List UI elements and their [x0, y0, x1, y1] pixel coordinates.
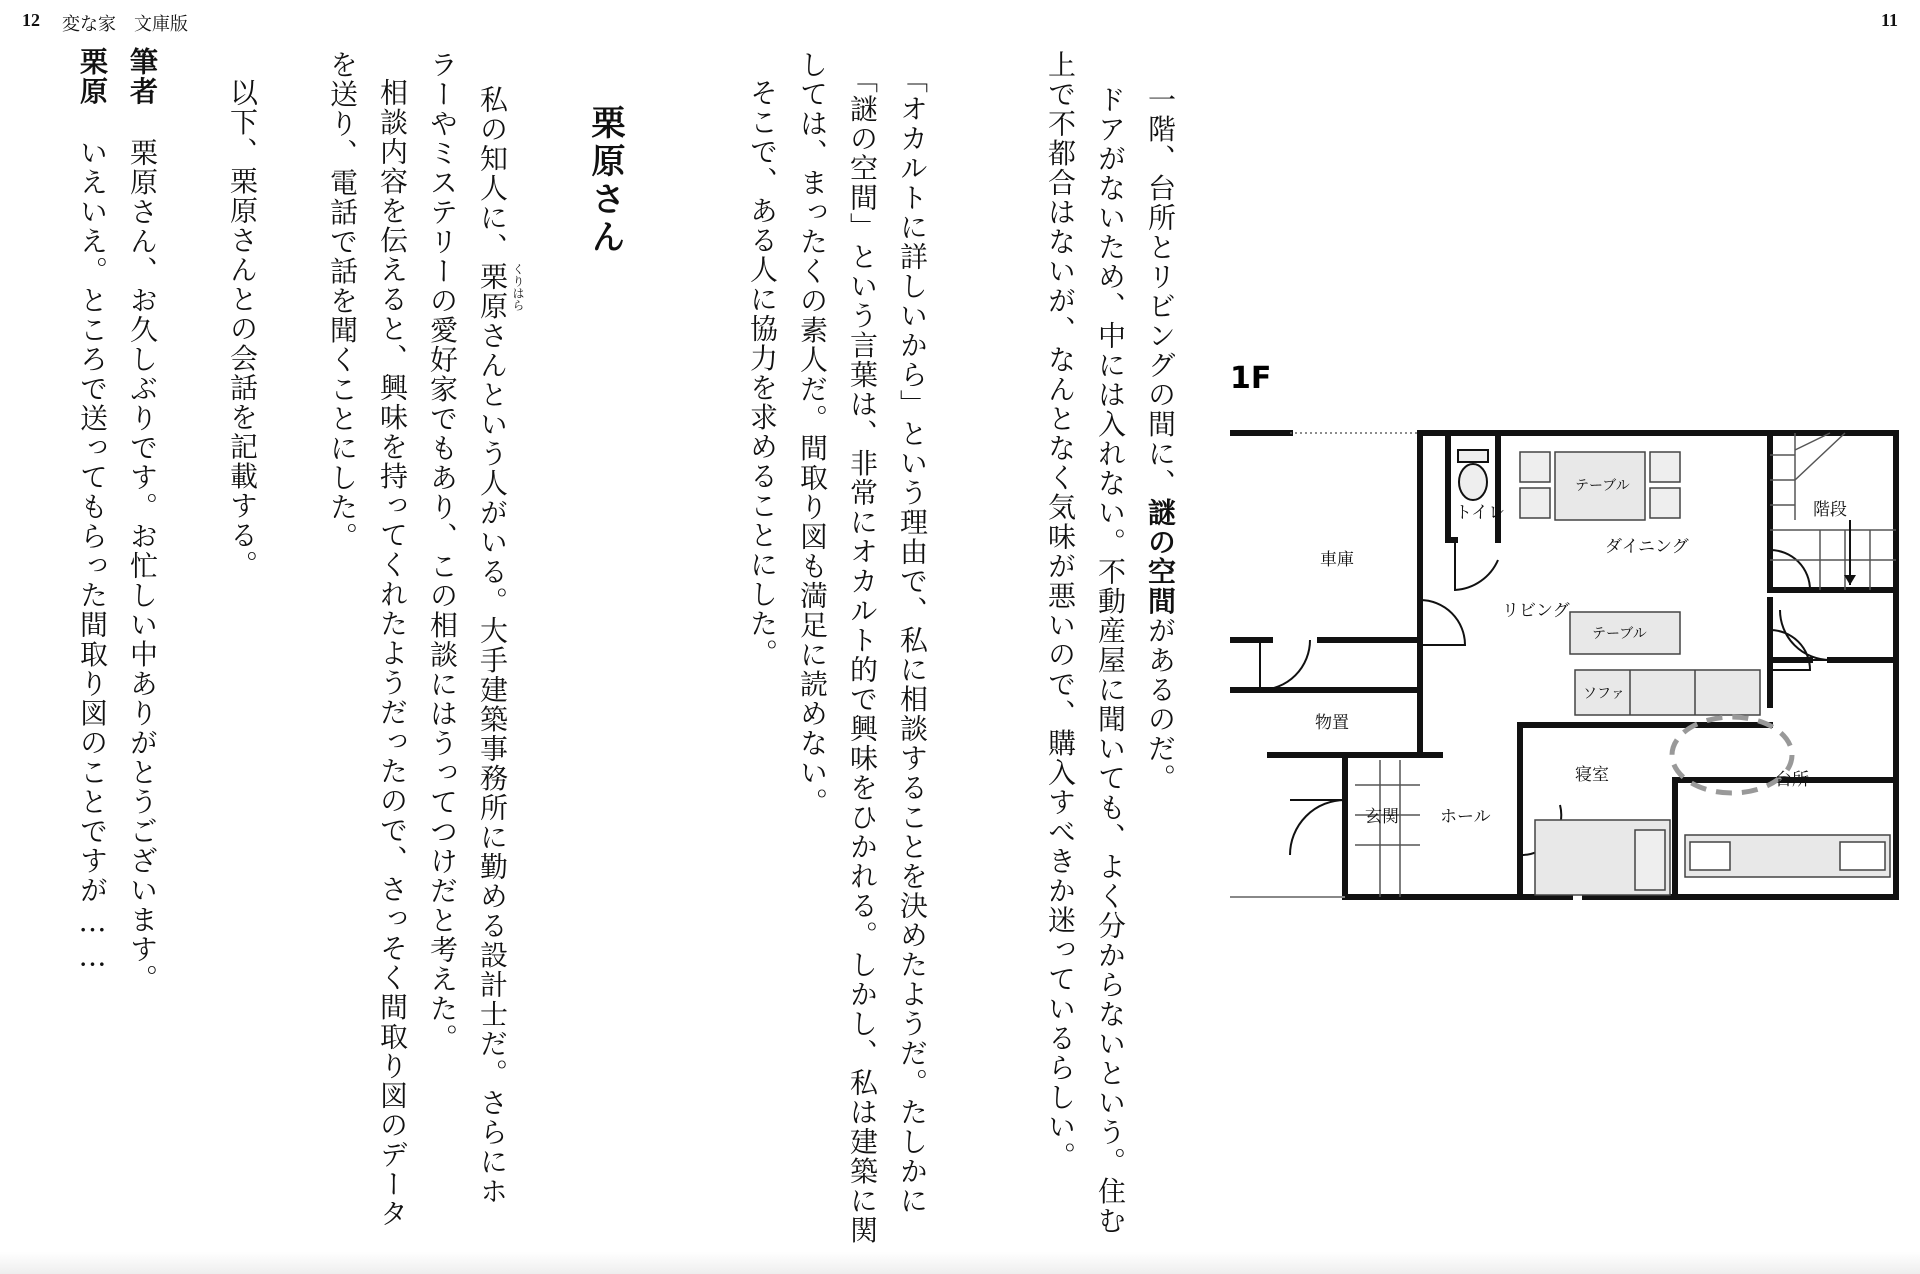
left-text-col-1: 私の知人に、栗原さんという人がいる。大手建築事務所に勤める設計士だ。さらにホ	[476, 85, 509, 1206]
left-page-number: 12	[22, 10, 40, 30]
section-heading: 栗原さん	[585, 105, 625, 257]
sofa-label: ソファ	[1583, 686, 1625, 702]
right-text-col-2: ドアがないため、中には入れない。不動産屋に聞いても、よく分からないという。住む	[1094, 85, 1127, 1236]
right-text-col-7: そこで、ある人に協力を求めることにした。	[746, 78, 779, 668]
room-hall-label: ホール	[1440, 807, 1491, 827]
right-text-col-5: 「謎の空間」という言葉は、非常にオカルト的で興味をひかれる。しかし、私は建築に関	[846, 65, 879, 1245]
floor-plan	[1230, 360, 1910, 920]
right-text-col-1: 一階、台所とリビングの間に、謎の空間があるのだ。	[1144, 85, 1177, 793]
dining-table-label: テーブル	[1575, 478, 1630, 494]
speaker-label-2: 栗原	[76, 47, 109, 106]
room-stairs-label: 階段	[1813, 500, 1847, 520]
living-table-label: テーブル	[1592, 626, 1647, 642]
speaker-label-1: 筆者	[126, 47, 159, 106]
room-kitchen-label: 台所	[1775, 770, 1809, 790]
ruby-kurihara: くりはら	[511, 263, 525, 311]
room-toilet-label: トイレ	[1455, 503, 1506, 523]
dialogue-line-2: いえいえ。ところで送ってもらった間取り図のことですが……	[76, 138, 109, 974]
left-text-col-4: を送り、電話で話を聞くことにした。	[326, 50, 359, 552]
right-text-col-3: 上で不都合はないが、なんとなく気味が悪いので、購入すべきか迷っているらしい。	[1044, 50, 1077, 1171]
floor-label: 1F	[1230, 361, 1272, 396]
emphasis-mystery-space: 謎の空間	[1144, 498, 1177, 616]
page-bottom-edge	[0, 1252, 1920, 1274]
left-text-col-3: 相談内容を伝えると、興味を持ってくれたようだったので、さっそく間取り図のデータ	[376, 78, 409, 1229]
left-text-col-5: 以下、栗原さんとの会話を記載する。	[226, 78, 259, 580]
dialogue-line-1: 栗原さん、お久しぶりです。お忙しい中ありがとうございます。	[126, 138, 159, 994]
right-page-number: 11	[1880, 10, 1898, 30]
book-title: 変な家 文庫版	[62, 14, 188, 35]
left-text-col-2: ラーやミステリーの愛好家でもあり、この相談にはうってつけだと考えた。	[426, 50, 459, 1053]
room-garage-label: 車庫	[1320, 550, 1354, 570]
room-entrance-label: 玄関	[1365, 807, 1399, 827]
room-dining-label: ダイニング	[1605, 537, 1689, 557]
right-text-col-6: しては、まったくの素人だ。間取り図も満足に読めない。	[796, 50, 829, 817]
room-storage-label: 物置	[1315, 713, 1349, 733]
right-text-col-4: 「オカルトに詳しいから」という理由で、私に相談することを決めたようだ。たしかに	[896, 65, 929, 1216]
room-living-label: リビング	[1502, 601, 1570, 621]
room-bedroom-label: 寝室	[1575, 765, 1609, 785]
